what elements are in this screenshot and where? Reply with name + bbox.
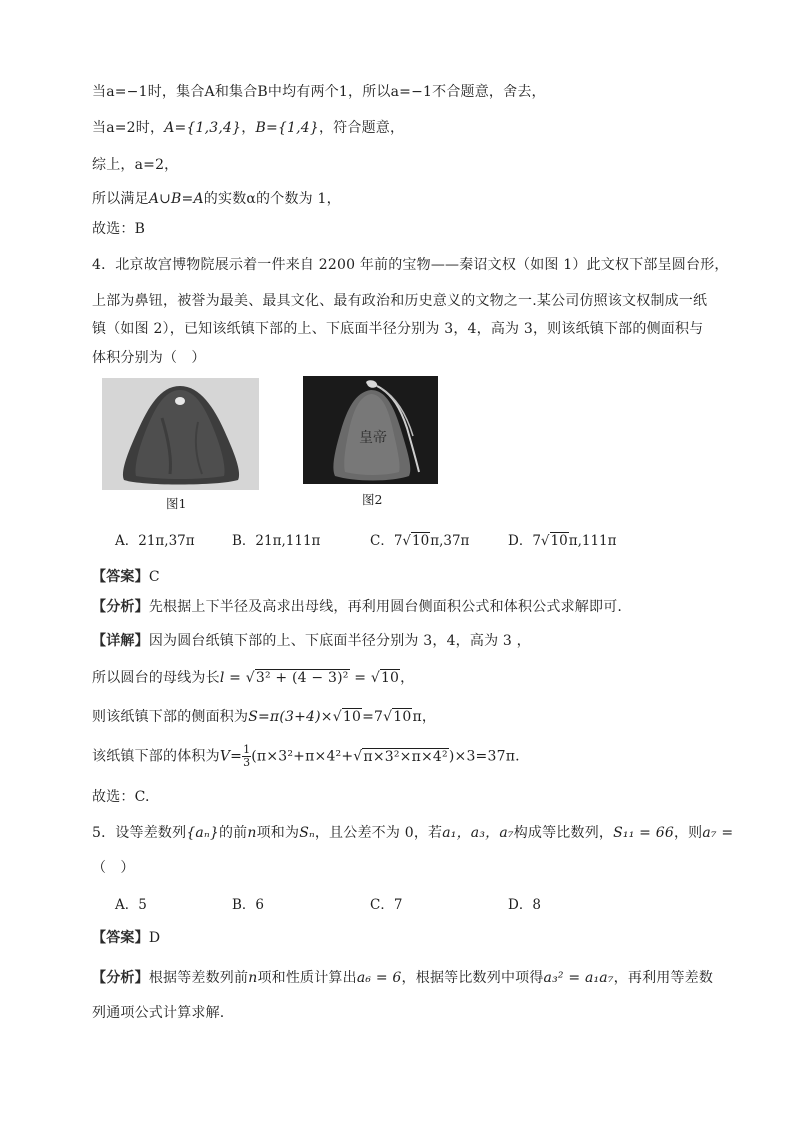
fraction <box>242 744 251 769</box>
generatrix-line <box>92 667 414 689</box>
text-segment: = <box>224 670 246 686</box>
option-b[interactable]: B．6 <box>232 897 265 913</box>
math-a6: a₆ = 6 <box>356 970 402 986</box>
analysis-tag: 【分析】 <box>92 599 149 615</box>
sqrt-sign: √ <box>332 709 342 725</box>
answer-tag: 【答案】 <box>92 569 149 585</box>
answer-line <box>92 927 160 949</box>
text-line: 当a=−1时，集合A和集合B中均有两个1，所以a=−1不合题意，舍去， <box>92 84 546 100</box>
sqrt-sign: √ <box>370 670 380 686</box>
text-segment: 则该纸镇下部的侧面积为 <box>92 709 249 725</box>
detail-tag: 【详解】 <box>92 633 149 649</box>
detail-line <box>92 630 531 652</box>
text-segment: 项和为 <box>256 825 300 841</box>
text-segment: = <box>349 670 371 686</box>
option-d-coef: D．7 <box>508 533 541 549</box>
figure-1-caption: 图1 <box>166 496 187 511</box>
analysis-line: 列通项公式计算求解. <box>92 1005 225 1021</box>
math-terms: a₁，a₃，a₇ <box>442 825 514 841</box>
text-segment: ，则 <box>673 825 703 841</box>
answer-line <box>92 566 160 588</box>
text-segment: 所以满足 <box>92 191 149 207</box>
math-a7: a₇ = <box>702 825 734 841</box>
math-formula: S=π(3+4)× <box>248 709 333 725</box>
question-4-stem: 4．北京故宫博物院展示着一件来自 2200 年前的宝物——秦诏文权（如图 1）此文权下部呈圆台形， <box>92 257 729 273</box>
text-segment: (π×3²+π×4²+ <box>251 748 354 765</box>
math-union: A∪B=A <box>148 191 204 207</box>
sqrt-sign: √ <box>383 709 393 725</box>
text-segment: ，再利用等差数 <box>613 970 714 986</box>
question-4-stem: 镇（如图 2），已知该纸镇下部的上、下底面半径分别为 3，4，高为 3，则该纸镇下部的侧面积与 <box>92 321 704 337</box>
analysis-line <box>92 967 713 989</box>
text-line <box>92 117 404 139</box>
radicand: 10 <box>342 709 362 725</box>
option-c[interactable]: C．7 <box>370 897 403 913</box>
text-segment: 根据等差数列前 <box>148 970 249 986</box>
figure-2-inscription: 皇帝 <box>359 430 387 446</box>
option-c-radicand: 10 <box>412 533 430 549</box>
fraction-numerator: 1 <box>243 743 251 756</box>
radicand: 10 <box>380 670 400 686</box>
option-d[interactable]: D．8 <box>508 897 541 913</box>
math-l: l <box>219 670 225 686</box>
text-segment: 的实数α的个数为 1， <box>203 191 341 207</box>
answer-value: D <box>148 930 161 946</box>
text-segment: ，且公差不为 0，若 <box>314 825 443 841</box>
text-segment: 该纸镇下部的体积为 <box>92 748 220 765</box>
text-segment: )×3=37π. <box>448 748 520 765</box>
sqrt-sign: √ <box>540 533 550 549</box>
option-c-rest: π,37π <box>430 533 470 549</box>
option-a[interactable]: A．21π,37π <box>115 533 195 549</box>
text-segment: 的前 <box>218 825 248 841</box>
math-set-b: B={1,4} <box>255 120 319 136</box>
math-set-a: A={1,3,4} <box>164 120 242 136</box>
option-c[interactable] <box>370 529 469 549</box>
question-4-options <box>115 529 715 551</box>
radicand: π×3²×π×4² <box>363 748 448 765</box>
text-segment: ， <box>400 670 415 686</box>
text-segment: 当a=2时， <box>92 120 165 136</box>
option-a[interactable]: A．5 <box>115 897 147 913</box>
question-5-stem: （ ） <box>92 860 135 876</box>
question-5-options <box>115 893 715 915</box>
math-n: n <box>248 970 258 986</box>
figure-1-image <box>102 378 259 490</box>
figure-2-artwork <box>303 376 438 484</box>
radicand: 10 <box>393 709 412 725</box>
fraction-denominator: 3 <box>243 756 251 769</box>
answer-value: C <box>148 569 160 585</box>
question-5-stem <box>92 822 733 844</box>
text-segment: 5．设等差数列 <box>92 825 187 841</box>
option-b[interactable]: B．21π,111π <box>232 533 321 549</box>
figure-1-artwork <box>102 378 259 490</box>
option-d-radicand: 10 <box>550 533 568 549</box>
option-d[interactable] <box>508 529 617 549</box>
option-c-coef: C．7 <box>370 533 403 549</box>
analysis-tag: 【分析】 <box>92 970 149 986</box>
math-sequence: {aₙ} <box>186 825 219 841</box>
choose-line: 故选：C. <box>92 789 150 805</box>
sqrt-sign: √ <box>402 533 412 549</box>
text-segment: =7 <box>362 709 384 725</box>
text-segment: 所以圆台的母线为长 <box>92 670 220 686</box>
question-4-stem: 上部为鼻钮，被誉为最美、最具文化、最有政治和历史意义的文物之一.某公司仿照该文权制成一纸 <box>92 293 708 309</box>
option-d-rest: π,111π <box>568 533 617 549</box>
detail-text: 因为圆台纸镇下部的上、下底面半径分别为 3，4，高为 3 ， <box>148 633 531 649</box>
question-4-stem: 体积分别为（ ） <box>92 350 206 366</box>
side-area-line <box>92 706 436 728</box>
text-segment: π， <box>412 709 437 725</box>
text-line: 故选：B <box>92 221 146 237</box>
sqrt-sign: √ <box>245 670 255 686</box>
figure-2-image <box>303 376 438 484</box>
text-segment: 构成等比数列， <box>513 825 614 841</box>
analysis-line <box>92 596 622 618</box>
text-segment: ， <box>241 120 256 136</box>
analysis-text: 先根据上下半径及高求出母线，再利用圆台侧面积公式和体积公式求解即可. <box>148 599 623 615</box>
text-line <box>92 188 341 210</box>
sqrt-sign: √ <box>353 748 363 765</box>
text-segment: 项和性质计算出 <box>257 970 357 986</box>
radicand: 3² + (4 − 3)² <box>255 670 349 686</box>
math-s11: S₁₁ = 66 <box>613 825 674 841</box>
math-sn: Sₙ <box>299 825 315 841</box>
text-segment: ，根据等比数列中项得 <box>401 970 544 986</box>
text-segment: ，符合题意， <box>318 120 405 136</box>
math-v: V= <box>219 748 243 765</box>
answer-tag: 【答案】 <box>92 930 149 946</box>
figure-2-caption: 图2 <box>362 492 383 507</box>
math-geometric-mean: a₃² = a₁a₇ <box>543 970 614 986</box>
math-n: n <box>247 825 257 841</box>
volume-line <box>92 744 520 769</box>
text-line: 综上，a=2， <box>92 157 179 173</box>
